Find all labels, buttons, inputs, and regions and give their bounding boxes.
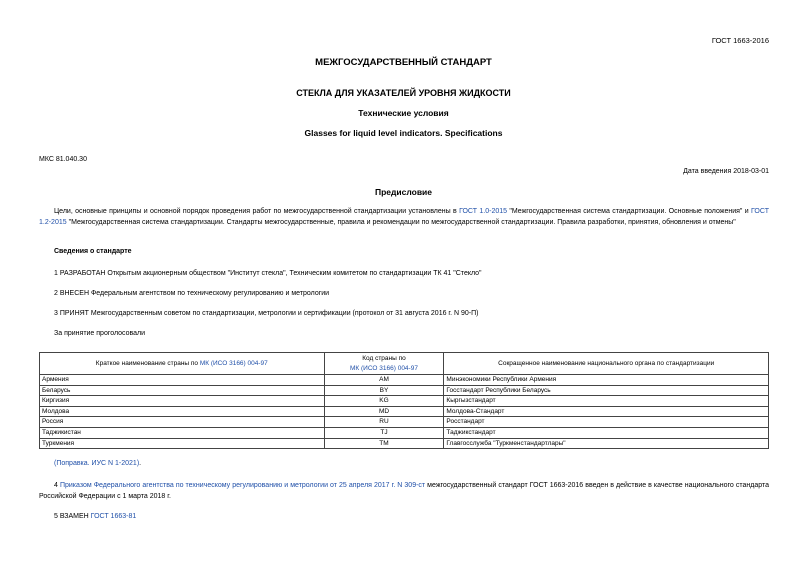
table-row: [40, 385, 769, 396]
table-row: [40, 375, 769, 386]
cell-body: Минэкономики Республики Армения: [444, 375, 769, 386]
cell-code: RU: [324, 417, 444, 428]
foreword-text-1: Цели, основные принципы и основной порядок проведения работ по межгосударственной стандартизации установлены в: [54, 208, 460, 215]
cell-country: Туркмения: [40, 438, 325, 449]
foreword-paragraph: [39, 207, 769, 228]
standard-info-heading: Сведения о стандарте: [54, 248, 132, 255]
voting-countries-table: [39, 352, 769, 449]
cell-country: Беларусь: [40, 385, 325, 396]
cell-body: Росстандарт: [444, 417, 769, 428]
standard-type-heading: МЕЖГОСУДАРСТВЕННЫЙ СТАНДАРТ: [315, 57, 492, 68]
table-row: [40, 427, 769, 438]
item-enacted: 4 Приказом Федерального агентства по техническому регулированию и метрологии от 25 апреля 2017 г. N 309-ст межгосударственный стандарт ГОСТ 1663-2016 введен в действие в качестве национального стандарта Российской Федерации с 1 марта 2018 г.: [39, 482, 769, 500]
cell-country: Россия: [40, 417, 325, 428]
standard-title-ru: СТЕКЛА ДЛЯ УКАЗАТЕЛЕЙ УРОВНЯ ЖИДКОСТИ: [296, 88, 511, 98]
cell-code: BY: [324, 385, 444, 396]
amendment-link[interactable]: (Поправка. ИУС N 1-2021): [54, 460, 140, 467]
amendment-note: (Поправка. ИУС N 1-2021).: [54, 460, 142, 467]
cell-code: TJ: [324, 427, 444, 438]
mks-code: МКС 81.040.30: [39, 156, 87, 163]
table-row: [40, 417, 769, 428]
order-link[interactable]: Приказом Федерального агентства по техническому регулированию и метрологии от 25 апреля 2017 г. N 309-ст: [59, 482, 426, 489]
voted-label: За принятие проголосовали: [54, 330, 146, 337]
item-developed: 1 РАЗРАБОТАН Открытым акционерным обществом "Институт стекла", Техническим комитетом по стандартизации ТК 41 "Стекло": [54, 270, 482, 277]
item-replaces: 5 ВЗАМЕН ГОСТ 1663-81: [54, 513, 137, 520]
gost-1-2-link[interactable]: ГОСТ 1.2-2015: [39, 208, 769, 226]
foreword-text-3: "Межгосударственная система стандартизации. Стандарты межгосударственные, правила и рекомендации по межгосударственной стандартизации. Правила разработки, принятия, обновления и отмены": [66, 218, 736, 226]
item-adopted: 3 ПРИНЯТ Межгосударственным советом по стандартизации, метрологии и сертификации (протокол от 31 августа 2016 г. N 90-П): [54, 310, 479, 317]
standard-title-en: Glasses for liquid level indicators. Specifications: [304, 128, 503, 138]
cell-body: Главгосслужба "Туркменстандартлары": [444, 438, 769, 449]
table-row: [40, 406, 769, 417]
item-submitted: 2 ВНЕСЕН Федеральным агентством по техническому регулированию и метрологии: [54, 290, 330, 297]
cell-code: MD: [324, 406, 444, 417]
cell-code: AM: [324, 375, 444, 386]
doc-code: ГОСТ 1663-2016: [711, 36, 769, 45]
table-row: [40, 438, 769, 449]
introduction-date: Дата введения 2018-03-01: [683, 168, 769, 175]
cell-body: Кыргызстандарт: [444, 396, 769, 407]
cell-code: KG: [324, 396, 444, 407]
cell-code: TM: [324, 438, 444, 449]
mk-iso-code-link[interactable]: МК (ИСО 3166) 004-97: [350, 364, 418, 372]
foreword-heading: Предисловие: [374, 187, 433, 197]
header-country-name: Краткое наименование страны по МК (ИСО 3166) 004-97: [40, 353, 325, 375]
cell-body: Таджикстандарт: [444, 427, 769, 438]
cell-country: Киргизия: [40, 396, 325, 407]
mk-iso-link[interactable]: МК (ИСО 3166) 004-97: [199, 359, 268, 367]
header-country-code: Код страны по МК (ИСО 3166) 004-97: [324, 353, 444, 375]
cell-country: Армения: [40, 375, 325, 386]
foreword-text-2: "Межгосударственная система стандартизации. Основные положения" и: [507, 208, 752, 215]
gost-1663-81-link[interactable]: ГОСТ 1663-81: [90, 513, 137, 520]
cell-country: Молдова: [40, 406, 325, 417]
header-national-body: Сокращенное наименование национального органа по стандартизации: [444, 353, 769, 375]
table-row: [40, 396, 769, 407]
table-header-row: [40, 353, 769, 375]
gost-1-0-link[interactable]: ГОСТ 1.0-2015: [459, 208, 508, 215]
standard-subtitle-ru: Технические условия: [358, 108, 449, 118]
cell-body: Молдова-Стандарт: [444, 406, 769, 417]
cell-body: Госстандарт Республики Беларусь: [444, 385, 769, 396]
cell-country: Таджикистан: [40, 427, 325, 438]
